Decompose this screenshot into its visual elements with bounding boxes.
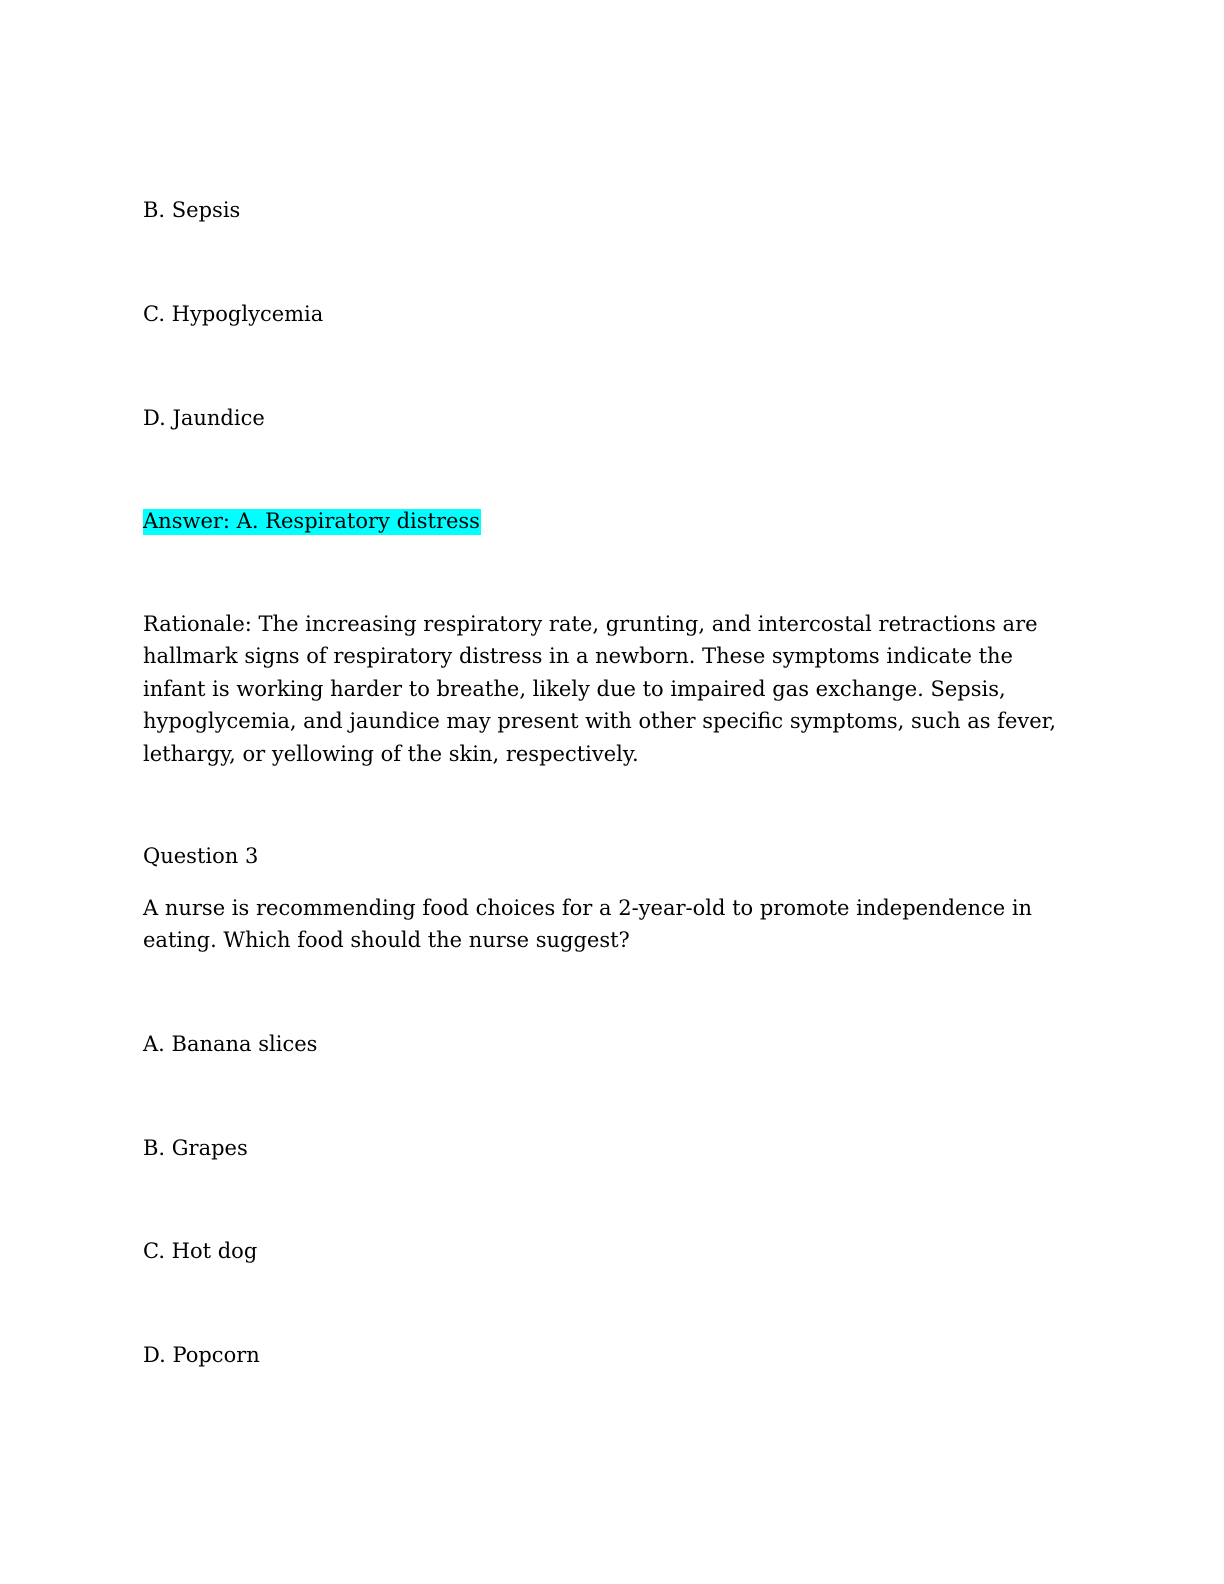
option-b-grapes: B. Grapes [143,1136,248,1160]
option-b-sepsis: B. Sepsis [143,198,241,222]
option-c-hot-dog: C. Hot dog [143,1239,258,1263]
option-a-banana-slices: A. Banana slices [143,1032,318,1056]
rationale-paragraph: Rationale: The increasing respiratory rate, grunting, and intercostal retractions are hallmark signs of respiratory distress in a newborn. These symptoms indicate the infant is working harder to breathe, likely due to impaired gas exchange. Sepsis, hypoglycemia, and jaundice may present with other specific symptoms, such as fever, lethargy, or yellowing of the skin, respectively. [143,612,1057,766]
option-c-hypoglycemia: C. Hypoglycemia [143,302,324,326]
answer-line [143,505,481,537]
option-d-jaundice: D. Jaundice [143,406,265,430]
question-3-stem: A nurse is recommending food choices for a 2-year-old to promote independence in eating. Which food should the nurse suggest? [143,896,1033,953]
question-3-heading: Question 3 [143,844,259,868]
option-d-popcorn: D. Popcorn [143,1343,260,1367]
answer-highlight: Answer: A. Respiratory distress [143,509,480,533]
